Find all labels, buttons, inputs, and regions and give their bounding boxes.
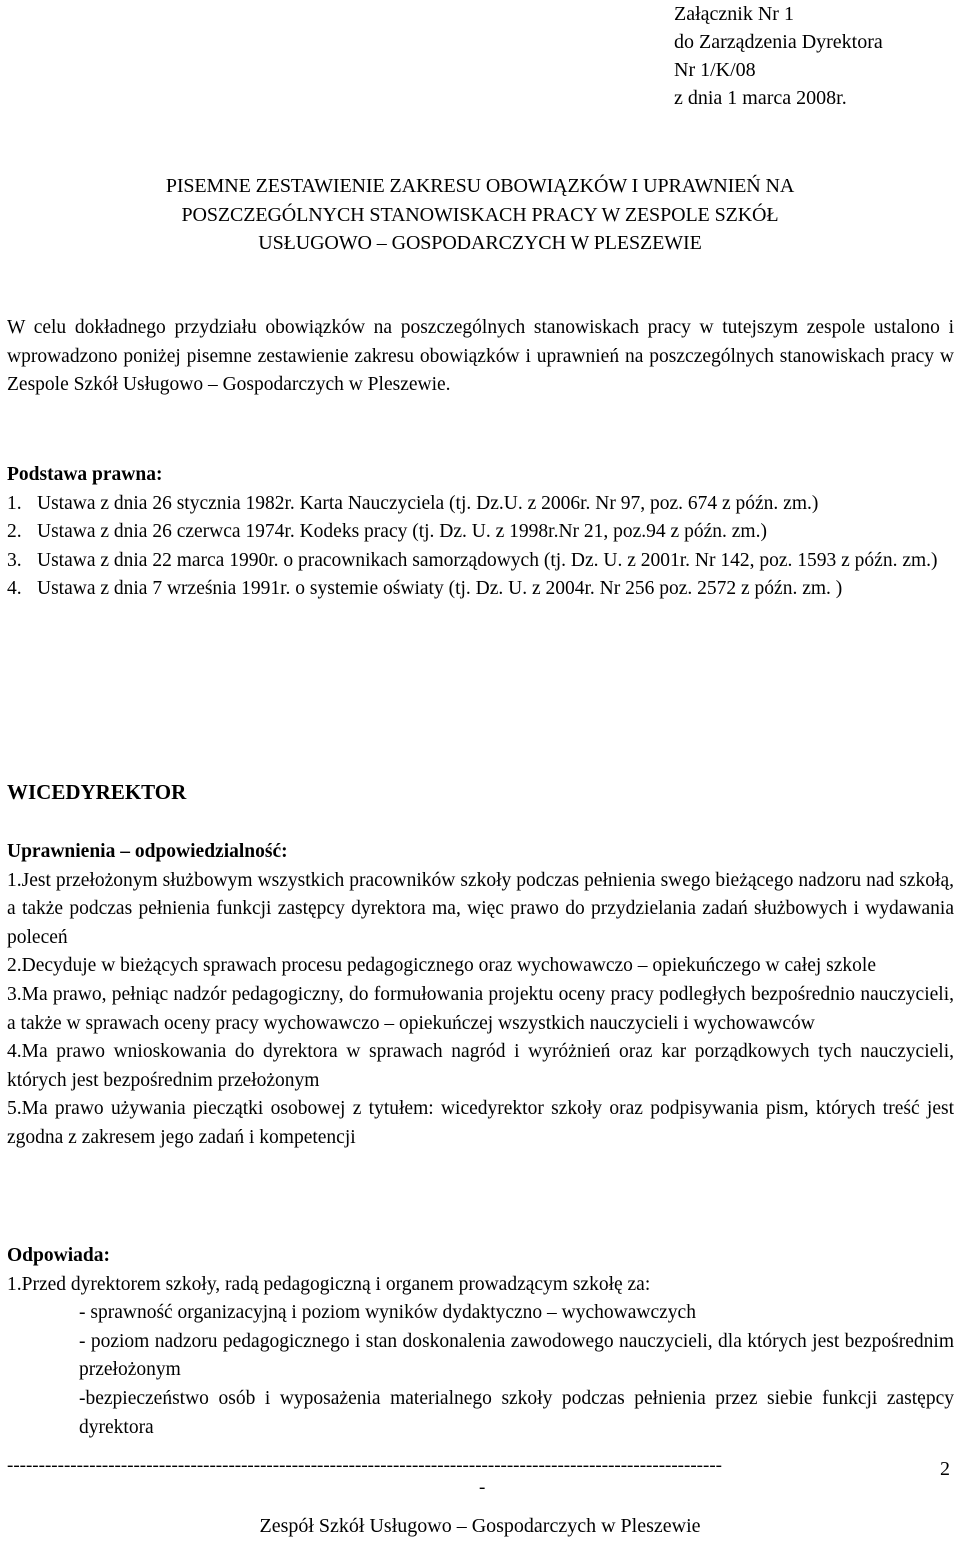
responsibility-item: - poziom nadzoru pedagogicznego i stan doskonalenia zawodowego nauczycieli, dla których jest bezpośrednim przełożonym [79,1330,954,1381]
page-number: 2 [940,1458,950,1480]
rights-item: 5.Ma prawo używania pieczątki osobowej z tytułem: wicedyrektor szkoły oraz podpisywania pism, których treść jest zgodna z zakresem jego zadań i kompetencji [7,1098,954,1148]
rights-item: 1.Jest przełożonym służbowym wszystkich pracowników szkoły podczas pełnienia swego bieżącego nadzoru nad szkołą, a także podczas pełnienia funkcji zastępcy dyrektora ma, więc prawo do przydzielania zadań służbowych i wydawania poleceń [7,869,954,948]
list-item-text: Ustawa z dnia 26 stycznia 1982r. Karta Nauczyciela (tj. Dz.U. z 2006r. Nr 97, poz. 674 z późn. zm.) [37,492,819,514]
annex-line: z dnia 1 marca 2008r. [674,87,847,109]
rights-item: 4.Ma prawo wnioskowania do dyrektora w sprawach nagród i wyróżnień oraz kar porządkowych tych nauczycieli, których jest bezpośrednim przełożonym [7,1041,954,1091]
title-line: PISEMNE ZESTAWIENIE ZAKRESU OBOWIĄZKÓW I UPRAWNIEŃ NA [165,175,795,197]
footer-separator: ----------------------------------------------------------------------------------------------------------------- [7,1456,722,1476]
annex-line: do Zarządzenia Dyrektora [674,31,883,53]
list-item-text: Ustawa z dnia 22 marca 1990r. o pracownikach samorządowych (tj. Dz. U. z 2001r. Nr 142, poz. 1593 z późn. zm.) [37,549,938,571]
list-item [7,547,954,576]
list-item-text: Ustawa z dnia 7 września 1991r. o systemie oświaty (tj. Dz. U. z 2004r. Nr 256 poz. 2572 z późn. zm. ) [37,578,843,600]
legal-basis-heading: Podstawa prawna: [7,464,163,485]
rights-heading: Uprawnienia – odpowiedzialność: [7,841,288,862]
responsibility-intro: 1.Przed dyrektorem szkoły, radą pedagogiczną i organem prowadzącym szkołę za: [7,1273,651,1295]
footer-institution: Zespół Szkół Usługowo – Gospodarczych w Pleszewie [259,1515,701,1537]
legal-basis-list [7,490,954,604]
list-item-text: Ustawa z dnia 26 czerwca 1974r. Kodeks pracy (tj. Dz. U. z 1998r.Nr 21, poz.94 z późn. zm.) [37,521,767,543]
annex-header [674,0,883,112]
legal-basis-section [7,461,954,604]
list-item-number: 2. [7,521,22,543]
list-item-number: 1. [7,492,22,514]
list-item [7,518,954,547]
footer-dash: - [479,1477,486,1498]
document-title [0,172,960,258]
intro-paragraph: W celu dokładnego przydziału obowiązków na poszczególnych stanowiskach pracy w tutejszym zespole ustalono i wprowadzono poniżej pisemne zestawienie zakresu obowiązków i uprawnień na poszczególnych stanowiskach pracy w Zespole Szkół Usługowo – Gospodarczych w Pleszewie. [7,317,954,396]
annex-line: Nr 1/K/08 [674,59,756,81]
list-item [7,575,954,604]
responsibility-section [7,1242,954,1442]
responsibility-heading: Odpowiada: [7,1245,110,1266]
list-item-number: 3. [7,549,22,571]
title-line: USŁUGOWO – GOSPODARCZYCH W PLESZEWIE [258,232,702,254]
responsibility-item: - sprawność organizacyjną i poziom wyników dydaktyczno – wychowawczych [79,1302,696,1324]
title-line: POSZCZEGÓLNYCH STANOWISKACH PRACY W ZESPOLE SZKÓŁ [181,203,779,226]
list-item [7,490,954,519]
rights-item: 2.Decyduje w bieżących sprawach procesu pedagogicznego oraz wychowawczo – opiekuńczego w całej szkole [7,955,876,977]
rights-item: 3.Ma prawo, pełniąc nadzór pedagogiczny, do formułowania projektu oceny pracy podległych bezpośrednio nauczycieli, a także w sprawach oceny pracy wychowawczo – opiekuńczej wszystkich nauczycieli i wychowawców [7,983,954,1034]
role-heading: WICEDYREKTOR [7,780,187,804]
rights-section [7,838,954,1153]
responsibility-item: -bezpieczeństwo osób i wyposażenia materialnego szkoły podczas pełnienia przez siebie funkcji zastępcy dyrektora [79,1387,954,1438]
list-item-number: 4. [7,578,22,600]
annex-line: Załącznik Nr 1 [674,3,794,25]
